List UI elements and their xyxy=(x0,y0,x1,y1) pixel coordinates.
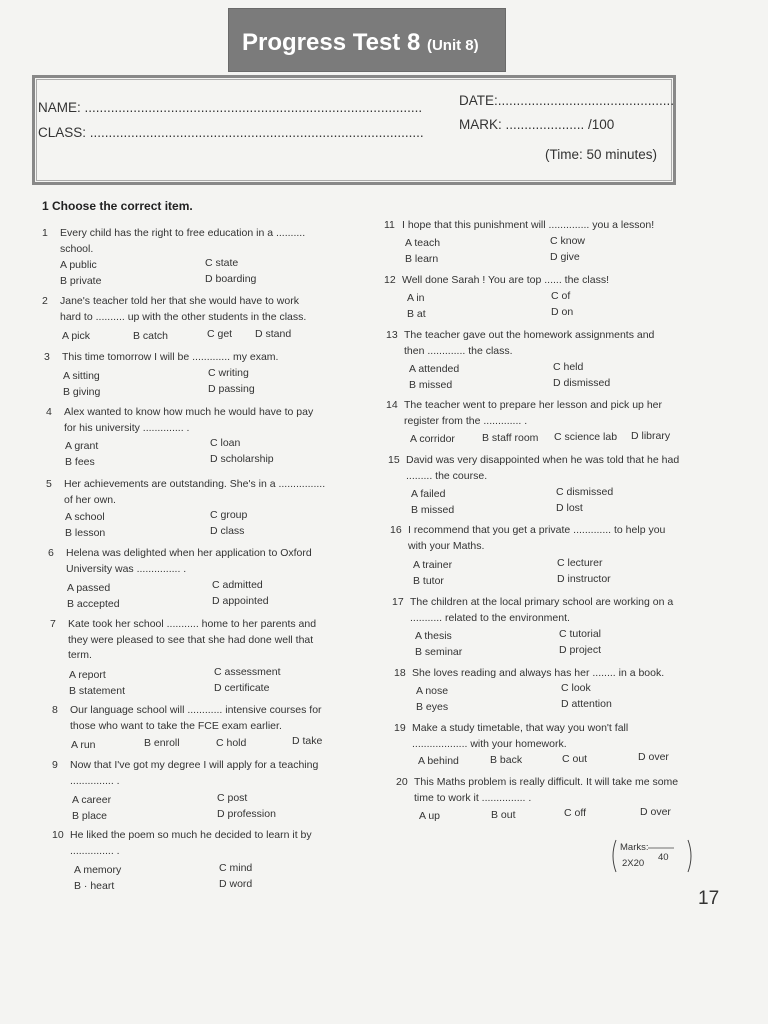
question-line: Jane's teacher told her that she would have to work xyxy=(60,295,299,307)
question-4-option-D[interactable]: D scholarship xyxy=(210,453,274,465)
question-3-option-A[interactable]: A sitting xyxy=(63,370,100,382)
question-12-option-C[interactable]: C of xyxy=(551,290,571,302)
question-11-option-D[interactable]: D give xyxy=(550,251,580,263)
question-3-option-C[interactable]: C writing xyxy=(208,367,249,379)
question-number: 1 xyxy=(42,227,48,239)
question-number: 4 xyxy=(46,406,52,418)
question-2-option-A[interactable]: A pick xyxy=(62,330,91,342)
question-16-option-D[interactable]: D instructor xyxy=(557,573,611,585)
question-number: 12 xyxy=(384,274,396,286)
question-15-option-D[interactable]: D lost xyxy=(556,502,583,514)
question-text xyxy=(404,328,654,359)
question-4-option-B[interactable]: B fees xyxy=(65,456,95,468)
question-18-option-A[interactable]: A nose xyxy=(416,685,449,697)
question-5-option-D[interactable]: D class xyxy=(210,525,245,537)
class-field[interactable]: CLASS: ......................................................................................... xyxy=(38,125,424,140)
question-line: The teacher went to prepare her lesson and pick up her xyxy=(404,399,662,411)
question-14-option-D[interactable]: D library xyxy=(631,430,671,442)
question-15-option-B[interactable]: B missed xyxy=(411,504,455,516)
question-text xyxy=(412,666,664,682)
question-line: time to work it ............... . xyxy=(414,791,532,804)
question-line: He liked the poem so much he decided to learn it by xyxy=(70,829,312,841)
question-number: 9 xyxy=(52,759,58,771)
question-line: term. xyxy=(68,649,92,661)
question-10-option-C[interactable]: C mind xyxy=(219,862,253,874)
question-19-option-A[interactable]: A behind xyxy=(418,755,459,767)
question-1-option-B[interactable]: B private xyxy=(60,275,102,287)
question-1-option-D[interactable]: D boarding xyxy=(205,273,257,285)
question-number: 5 xyxy=(46,478,52,490)
question-line: David was very disappointed when he was told that he had xyxy=(406,454,680,466)
question-number: 10 xyxy=(52,829,64,841)
question-14-option-C[interactable]: C science lab xyxy=(554,431,618,443)
question-text xyxy=(402,218,654,234)
question-8-option-B[interactable]: B enroll xyxy=(144,737,180,749)
question-19-option-C[interactable]: C out xyxy=(562,753,588,765)
question-line: hard to .......... up with the other students in the class. xyxy=(60,310,307,323)
question-line: Every child has the right to free education in a .......... xyxy=(60,227,306,239)
question-2-option-B[interactable]: B catch xyxy=(133,330,169,342)
question-text xyxy=(70,758,318,789)
question-4-option-C[interactable]: C loan xyxy=(210,437,241,449)
question-17-option-A[interactable]: A thesis xyxy=(415,630,452,642)
question-text xyxy=(404,398,662,429)
question-line: with your Maths. xyxy=(408,539,485,552)
question-19-option-D[interactable]: D over xyxy=(638,751,669,763)
question-line: school. xyxy=(60,242,94,255)
question-11-option-A[interactable]: A teach xyxy=(405,237,441,249)
question-line: Helena was delighted when her application to Oxford xyxy=(66,547,312,559)
question-20-option-B[interactable]: B out xyxy=(491,809,516,821)
question-11-option-C[interactable]: C know xyxy=(550,235,586,247)
question-13-option-C[interactable]: C held xyxy=(553,361,584,373)
question-10-option-B[interactable]: B · heart xyxy=(74,880,115,892)
question-7-option-A[interactable]: A report xyxy=(69,669,106,681)
question-text xyxy=(402,273,609,289)
question-line: they were pleased to see that she had done well that xyxy=(68,633,314,646)
question-18-option-D[interactable]: D attention xyxy=(561,698,612,710)
question-3-option-B[interactable]: B giving xyxy=(63,386,101,398)
question-20-option-D[interactable]: D over xyxy=(640,806,671,818)
question-number: 3 xyxy=(44,351,50,363)
question-14-option-B[interactable]: B staff room xyxy=(482,432,539,444)
mark-field[interactable]: MARK: ..................... /100 xyxy=(459,117,615,132)
question-19-option-B[interactable]: B back xyxy=(490,754,523,766)
question-10-option-D[interactable]: D word xyxy=(219,878,253,890)
question-line: I recommend that you get a private ............. to help you xyxy=(408,524,666,536)
question-line: of her own. xyxy=(64,493,116,506)
question-line: ......... the course. xyxy=(406,469,488,482)
question-number: 6 xyxy=(48,547,54,559)
question-1-option-A[interactable]: A public xyxy=(60,259,97,271)
question-7-option-B[interactable]: B statement xyxy=(69,685,126,697)
page-title xyxy=(242,29,479,57)
question-text xyxy=(60,226,305,257)
question-5-option-A[interactable]: A school xyxy=(65,511,105,523)
question-line: I hope that this punishment will .............. you a lesson! xyxy=(402,219,655,231)
question-10-option-A[interactable]: A memory xyxy=(74,864,122,876)
question-20-option-C[interactable]: C off xyxy=(564,807,586,819)
marks-total: 40 xyxy=(658,852,669,863)
question-18-option-B[interactable]: B eyes xyxy=(416,701,449,713)
question-line: She loves reading and always has her ........ in a book. xyxy=(412,667,665,679)
question-13-option-A[interactable]: A attended xyxy=(409,363,460,375)
question-number: 7 xyxy=(50,618,56,630)
question-9-option-A[interactable]: A career xyxy=(72,794,112,806)
question-number: 8 xyxy=(52,704,58,716)
question-line: Kate took her school ........... home to her parents and xyxy=(68,618,317,630)
question-13-option-B[interactable]: B missed xyxy=(409,379,453,391)
question-7-option-C[interactable]: C assessment xyxy=(214,666,281,678)
question-16-option-C[interactable]: C lecturer xyxy=(557,557,603,569)
question-12-option-D[interactable]: D on xyxy=(551,306,574,318)
question-4-option-A[interactable]: A grant xyxy=(65,440,99,452)
title-unit: (Unit 8) xyxy=(426,37,479,54)
question-line: This Maths problem is really difficult. It will take me some xyxy=(414,776,679,788)
question-number: 15 xyxy=(388,454,400,466)
question-text xyxy=(70,828,312,859)
question-18-option-C[interactable]: C look xyxy=(561,682,591,694)
question-text xyxy=(412,721,628,752)
question-9-option-D[interactable]: D profession xyxy=(217,808,276,820)
question-14-option-A[interactable]: A corridor xyxy=(410,433,455,445)
question-16-option-B[interactable]: B tutor xyxy=(413,575,444,587)
question-17-option-D[interactable]: D project xyxy=(559,644,602,656)
question-text xyxy=(408,523,665,554)
question-8-option-A[interactable]: A run xyxy=(71,739,96,751)
question-number: 17 xyxy=(392,596,404,608)
question-text xyxy=(70,703,322,734)
question-line: Her achievements are outstanding. She's in a ................ xyxy=(64,478,326,490)
question-line: Now that I've got my degree I will apply for a teaching xyxy=(70,759,319,771)
question-12-option-B[interactable]: B at xyxy=(407,308,426,320)
question-17-option-B[interactable]: B seminar xyxy=(415,646,463,658)
question-6-option-A[interactable]: A passed xyxy=(67,582,111,594)
question-3-option-D[interactable]: D passing xyxy=(208,383,255,395)
question-8-option-C[interactable]: C hold xyxy=(216,737,247,749)
question-text xyxy=(64,405,313,436)
date-field[interactable]: DATE:............................................... xyxy=(459,93,675,108)
question-number: 19 xyxy=(394,722,406,734)
question-line: Make a study timetable, that way you won't fall xyxy=(412,722,629,734)
question-line: register from the ............. . xyxy=(404,414,528,427)
question-text xyxy=(60,294,306,325)
question-16-option-A[interactable]: A trainer xyxy=(413,559,453,571)
question-6-option-C[interactable]: C admitted xyxy=(212,579,263,591)
question-17-option-C[interactable]: C tutorial xyxy=(559,628,602,640)
title-main: Progress Test 8 xyxy=(242,29,421,56)
marks-label: Marks: xyxy=(620,842,649,853)
question-number: 14 xyxy=(386,399,398,411)
question-13-option-D[interactable]: D dismissed xyxy=(553,377,611,389)
question-text xyxy=(62,350,278,366)
question-line: those who want to take the FCE exam earlier. xyxy=(70,719,282,732)
question-number: 11 xyxy=(384,219,395,231)
question-number: 16 xyxy=(390,524,402,536)
section-title: 1 Choose the correct item. xyxy=(42,199,193,213)
question-line: This time tomorrow I will be ............. my exam. xyxy=(62,351,279,363)
question-text xyxy=(410,595,673,626)
question-2-option-D[interactable]: D stand xyxy=(255,328,292,340)
question-number: 18 xyxy=(394,667,406,679)
question-line: ........... related to the environment. xyxy=(410,611,570,624)
page-number: 17 xyxy=(698,888,720,909)
question-line: Our language school will ............ intensive courses for xyxy=(70,704,322,716)
question-6-option-B[interactable]: B accepted xyxy=(67,598,120,610)
question-8-option-D[interactable]: D take xyxy=(292,735,323,747)
question-7-option-D[interactable]: D certificate xyxy=(214,682,270,694)
question-text xyxy=(406,453,679,484)
question-9-option-C[interactable]: C post xyxy=(217,792,248,804)
question-line: The teacher gave out the homework assignments and xyxy=(404,329,655,341)
question-text xyxy=(68,617,316,664)
question-line: University was ............... . xyxy=(66,562,187,575)
question-text xyxy=(66,546,312,577)
question-text xyxy=(414,775,678,806)
question-11-option-B[interactable]: B learn xyxy=(405,253,439,265)
time-label: (Time: 50 minutes) xyxy=(545,147,658,162)
question-line: Well done Sarah ! You are top ...... the class! xyxy=(402,274,610,286)
question-9-option-B[interactable]: B place xyxy=(72,810,108,822)
name-field[interactable]: NAME: .......................................................................................... xyxy=(38,100,423,115)
marks-divisor: 2X20 xyxy=(622,858,645,869)
question-number: 2 xyxy=(42,295,48,307)
question-number: 20 xyxy=(396,776,408,788)
question-line: then ............. the class. xyxy=(404,344,513,357)
question-5-option-B[interactable]: B lesson xyxy=(65,527,106,539)
question-line: ................... with your homework. xyxy=(412,737,567,750)
question-line: for his university .............. . xyxy=(64,421,190,434)
question-5-option-C[interactable]: C group xyxy=(210,509,248,521)
question-line: Alex wanted to know how much he would have to pay xyxy=(64,406,314,418)
question-line: ............... . xyxy=(70,844,120,857)
question-1-option-C[interactable]: C state xyxy=(205,257,239,269)
marks-box xyxy=(610,838,694,874)
question-number: 13 xyxy=(386,329,398,341)
question-line: The children at the local primary school are working on a xyxy=(410,596,674,608)
question-line: ............... . xyxy=(70,774,120,787)
question-15-option-A[interactable]: A failed xyxy=(411,488,446,500)
question-text xyxy=(64,477,325,508)
question-12-option-A[interactable]: A in xyxy=(407,292,425,304)
question-20-option-A[interactable]: A up xyxy=(419,810,441,822)
question-2-option-C[interactable]: C get xyxy=(207,328,233,340)
question-15-option-C[interactable]: C dismissed xyxy=(556,486,614,498)
question-6-option-D[interactable]: D appointed xyxy=(212,595,269,607)
